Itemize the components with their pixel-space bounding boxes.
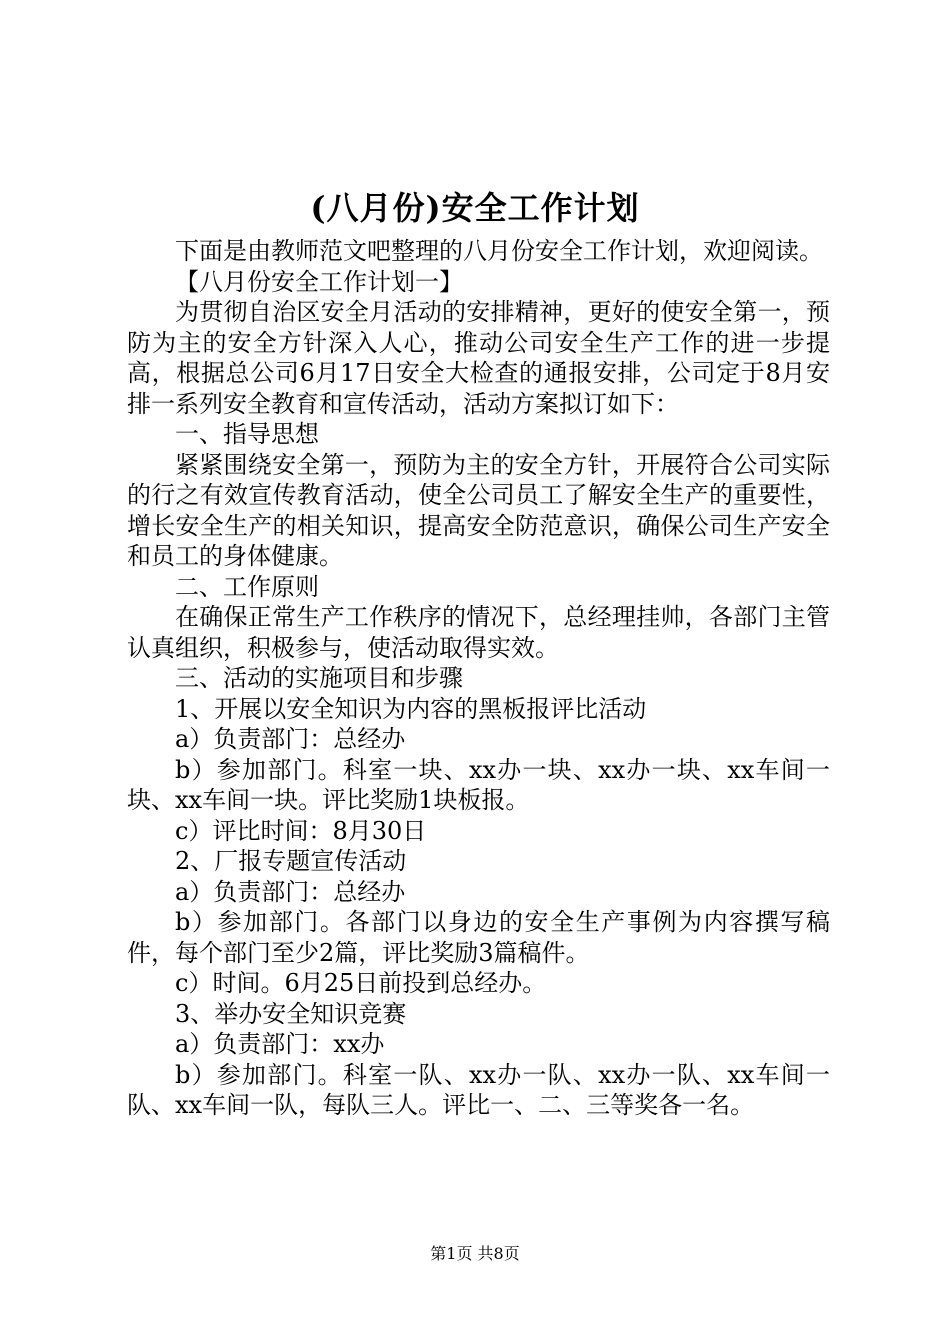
list-item: a）负责部门：xx办 [175,1030,385,1058]
list-item: 2、厂报专题宣传活动 [175,847,407,875]
list-item: b）参加部门。科室一队、xx办一队、xx办一队、xx车间一队、xx车间一队，每队三人。评比一、二、三等奖各一名。 [127,1060,830,1119]
document-title: (八月份)安全工作计划 [310,189,640,227]
list-item: c）评比时间：8月30日 [175,816,427,845]
section-heading: 【八月份安全工作计划一】 [175,267,463,296]
list-item: a）负责部门：总经办 [175,877,406,906]
section-heading: 二、工作原则 [175,572,319,601]
paragraph: 下面是由教师范文吧整理的八月份安全工作计划，欢迎阅读。 [175,237,823,265]
paragraph: 在确保正常生产工作秩序的情况下，总经理挂帅，各部门主管认真组织，积极参与，使活动取得实效。 [127,603,830,662]
paragraph: 为贯彻自治区安全月活动的安排精神，更好的使安全第一，预防为主的安全方针深入人心，推动公司安全生产工作的进一步提高，根据总公司6月17日安全大检查的通报安排，公司定于8月安排一系列安全教育和宣传活动，活动方案拟订如下： [127,298,830,418]
page-number-footer: 第1页 共8页 [430,1244,520,1263]
list-item: a）负责部门：总经办 [175,725,406,753]
section-heading: 三、活动的实施项目和步骤 [175,664,463,692]
document-body [127,236,830,1121]
list-item: 3、举办安全知识竞赛 [175,999,407,1028]
list-item: 1、开展以安全知识为内容的黑板报评比活动 [175,694,647,723]
section-heading: 一、指导思想 [175,420,319,448]
list-item: b）参加部门。科室一块、xx办一块、xx办一块、xx车间一块、xx车间一块。评比奖励1块板报。 [127,755,830,814]
list-item: c）时间。6月25日前投到总经办。 [175,969,547,997]
paragraph: 紧紧围绕安全第一，预防为主的安全方针，开展符合公司实际的行之有效宣传教育活动，使全公司员工了解安全生产的重要性，增长安全生产的相关知识，提高安全防范意识，确保公司生产安全和员工的身体健康。 [127,450,830,570]
list-item: b）参加部门。各部门以身边的安全生产事例为内容撰写稿件，每个部门至少2篇，评比奖励3篇稿件。 [127,908,830,967]
